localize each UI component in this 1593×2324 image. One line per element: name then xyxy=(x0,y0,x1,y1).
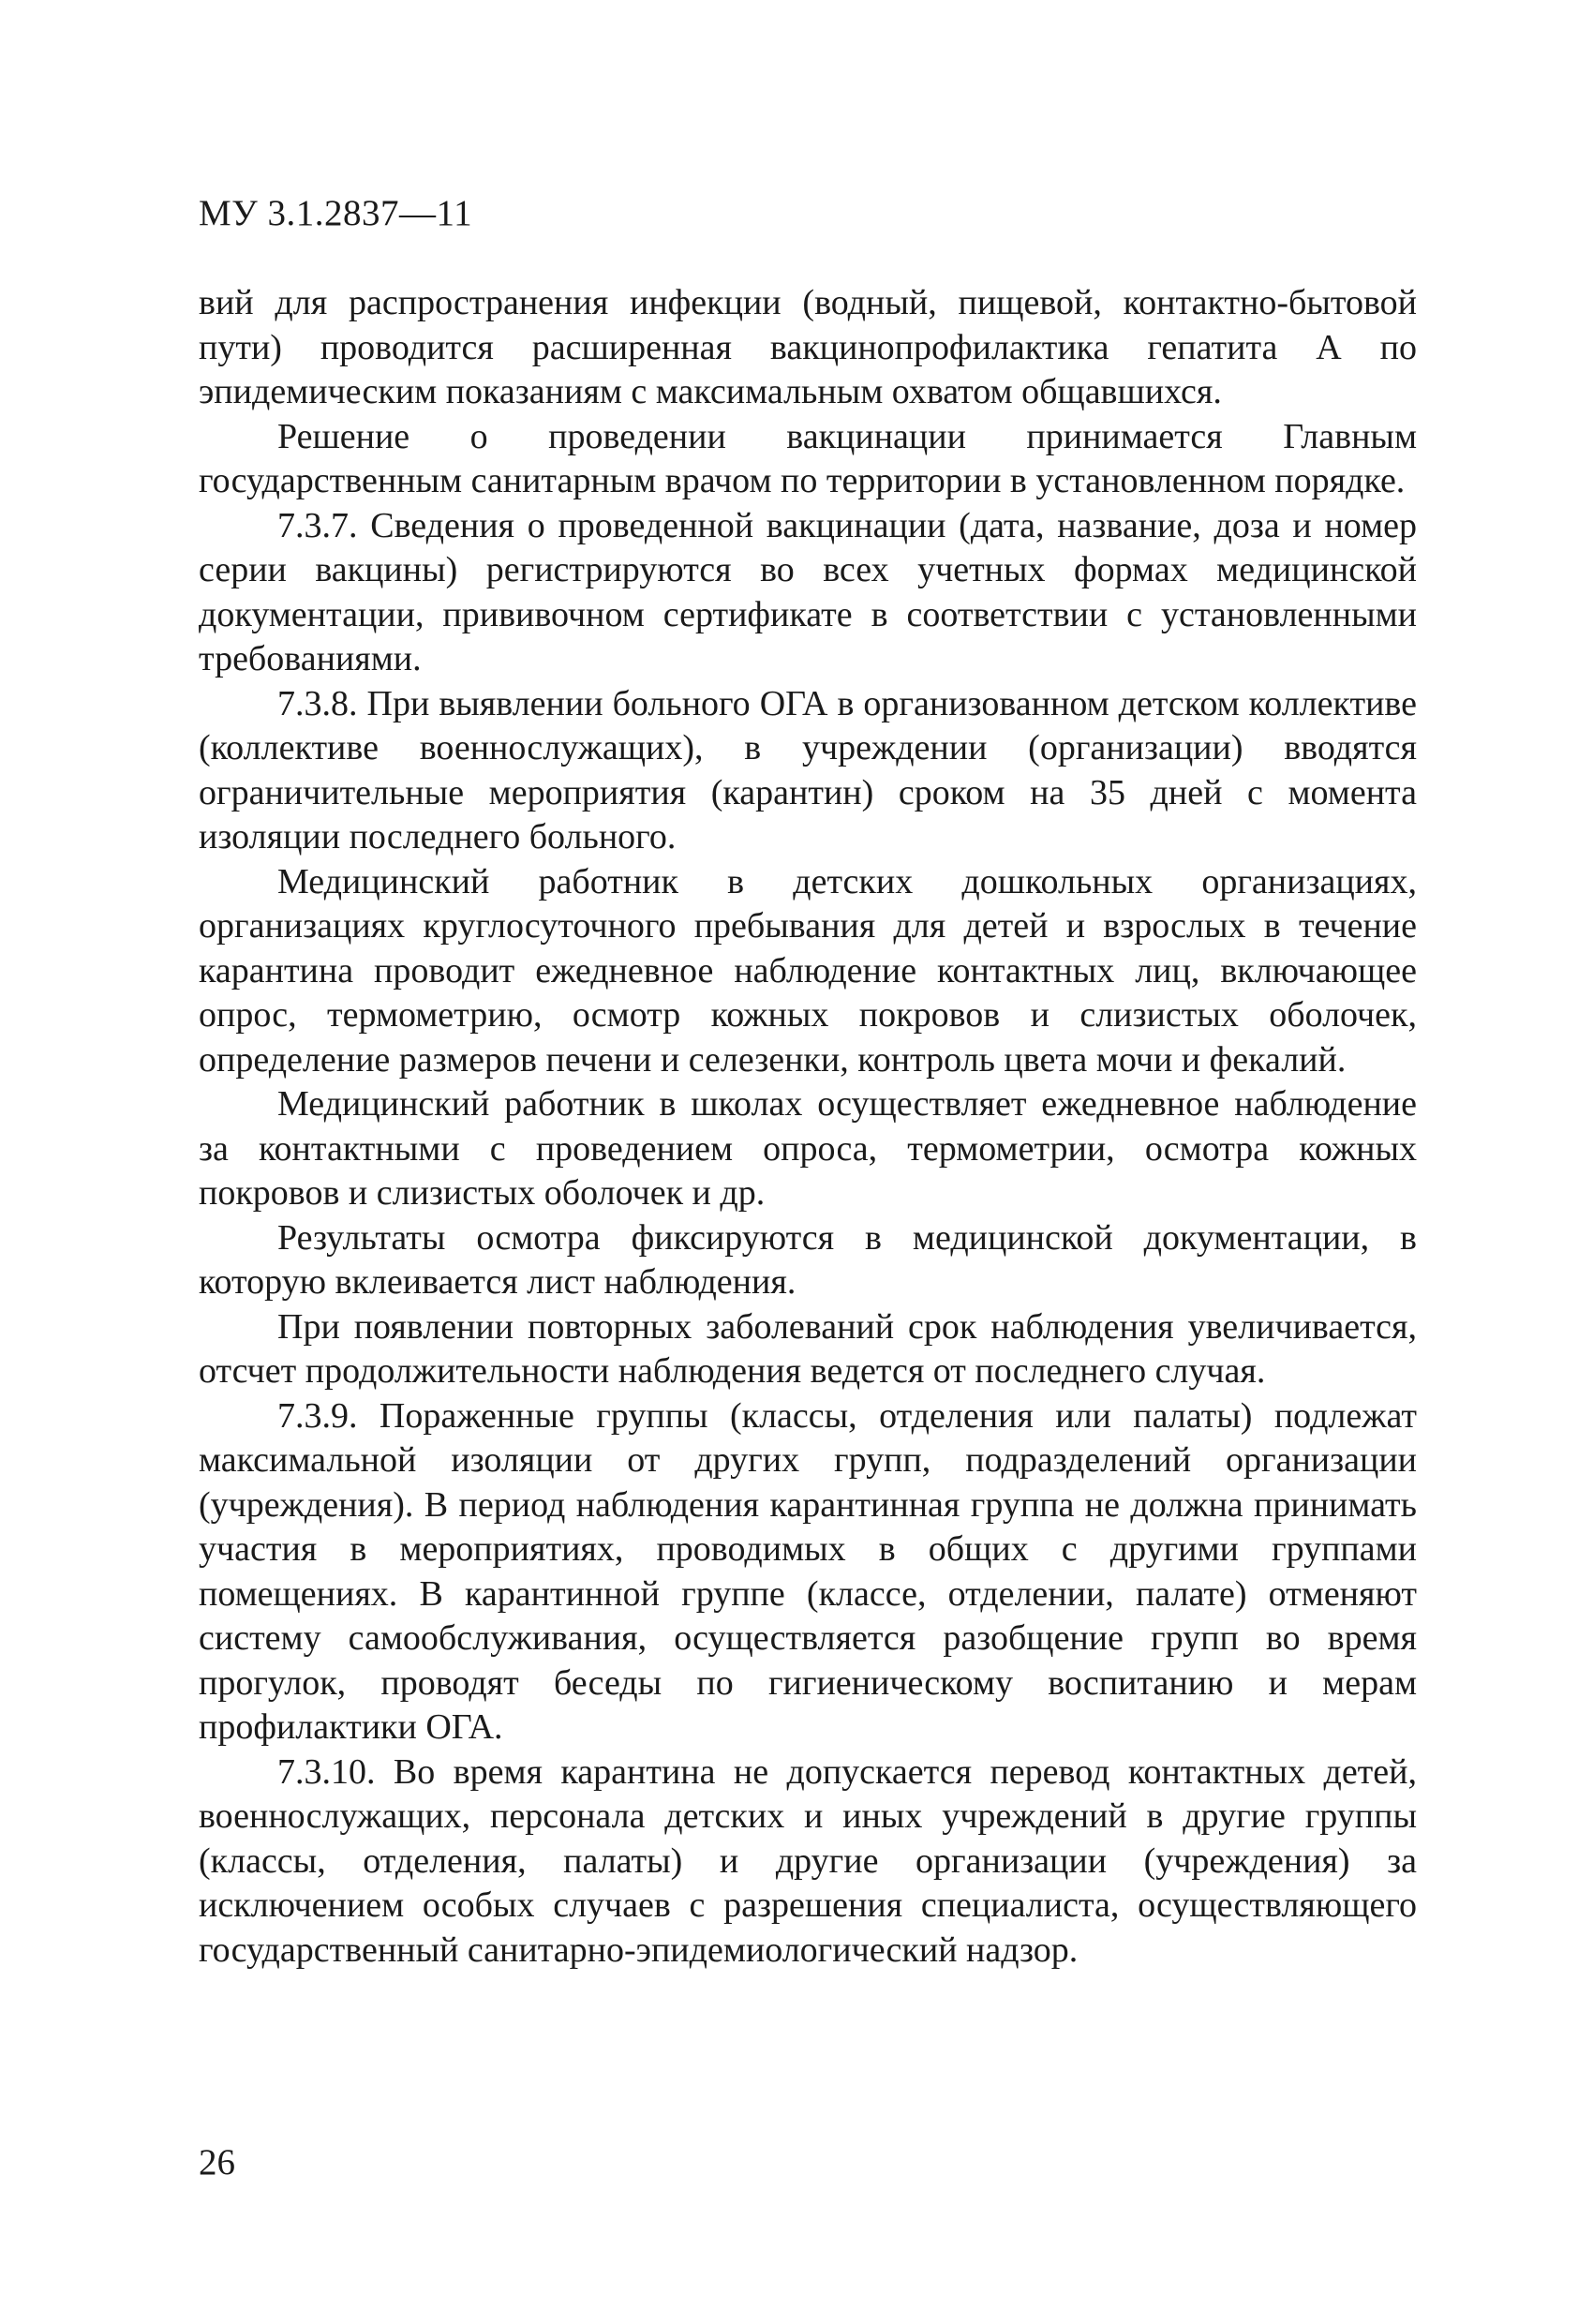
paragraph-vaccination-decision: Решение о проведении вакцинации принимается Главным государственным санитарным врачом по территории в установленном порядке. xyxy=(199,416,1417,500)
page-number: 26 xyxy=(199,2142,235,2182)
paragraph-7-3-9: 7.3.9. Пораженные группы (классы, отделения или палаты) подлежат максимальной изоляции от других групп, подразделений организации (учреждения). В период наблюдения карантинная группа не должна принимать участия в мероприятиях, проводимых в общих с другими группами помещениях. В карантинной группе (классе, отделении, палате) отменяют систему самообслуживания, осуществляется разобщение групп во время прогулок, проводят беседы по гигиеническому воспитанию и мерам профилактики ОГА. xyxy=(199,1395,1417,1747)
paragraph-continuation: вий для распространения инфекции (водный, пищевой, контактно-бытовой пути) проводится расширенная вакцинопрофилактика гепатита А по эпидемическим показаниям с максимальным охватом общавшихся. xyxy=(199,283,1417,411)
document-code-header: МУ 3.1.2837—11 xyxy=(199,193,473,233)
paragraph-school-monitoring: Медицинский работник в школах осуществляет ежедневное наблюдение за контактными с проведением опроса, термометрии, осмотра кожных покровов и слизистых оболочек и др. xyxy=(199,1084,1417,1213)
paragraph-preschool-monitoring: Медицинский работник в детских дошкольных организациях, организациях круглосуточного пребывания для детей и взрослых в течение карантина проводит ежедневное наблюдение контактных лиц, включающее опрос, термометрию, осмотр кожных покровов и слизистых оболочек, определение размеров печени и селезенки, контроль цвета мочи и фекалий. xyxy=(199,861,1417,1080)
paragraph-7-3-7: 7.3.7. Сведения о проведенной вакцинации (дата, название, доза и номер серии вакцины) регистрируются во всех учетных формах медицинской документации, прививочном сертификате в соответствии с установленными требованиями. xyxy=(199,505,1417,678)
paragraph-repeated-cases: При появлении повторных заболеваний срок наблюдения увеличивается, отсчет продолжительности наблюдения ведется от последнего случая. xyxy=(199,1306,1417,1391)
paragraph-7-3-8: 7.3.8. При выявлении больного ОГА в организованном детском коллективе (коллективе военнослужащих), в учреждении (организации) вводятся ограничительные мероприятия (карантин) сроком на 35 дней с момента изоляции последнего больного. xyxy=(199,683,1417,857)
document-body xyxy=(199,281,1417,1973)
paragraph-inspection-results: Результаты осмотра фиксируются в медицинской документации, в которую вклеивается лист наблюдения. xyxy=(199,1217,1417,1302)
paragraph-7-3-10: 7.3.10. Во время карантина не допускается перевод контактных детей, военнослужащих, персонала детских и иных учреждений в другие группы (классы, отделения, палаты) и другие организации (учреждения) за исключением особых случаев с разрешения специалиста, осуществляющего государственный санитарно-эпидемиологический надзор. xyxy=(199,1751,1417,1970)
